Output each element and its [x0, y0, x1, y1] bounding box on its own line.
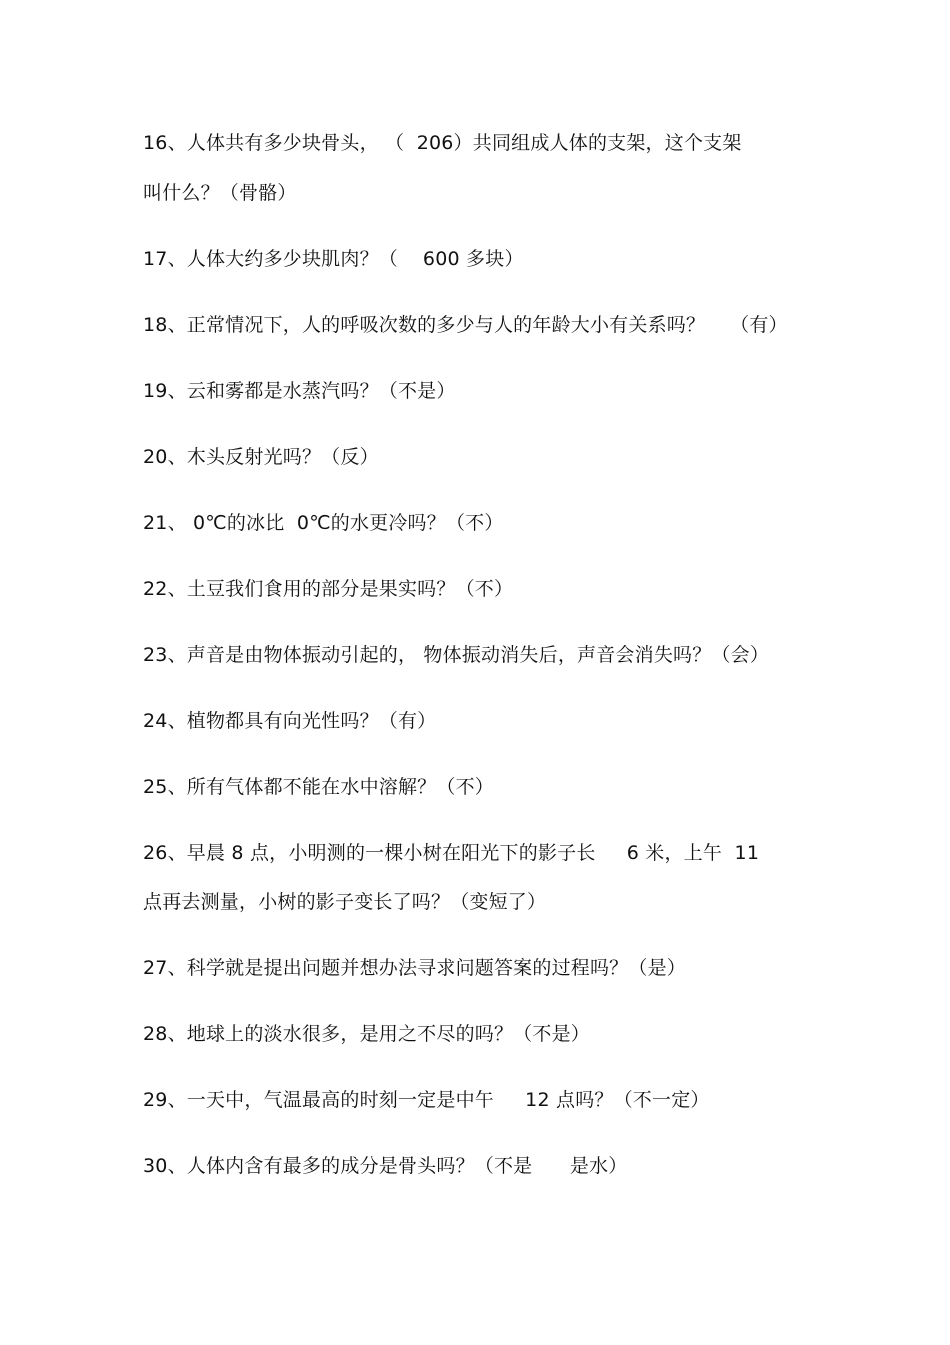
question-28: 28、地球上的淡水很多，是用之不尽的吗？（不是）: [143, 1023, 590, 1045]
question-19: 19、云和雾都是水蒸汽吗？（不是）: [143, 380, 456, 402]
question-22: 22、土豆我们食用的部分是果实吗？（不）: [143, 578, 514, 600]
question-16-line-2: 叫什么？（骨骼）: [143, 182, 297, 204]
question-26-line-2: 点再去测量，小树的影子变长了吗？（变短了）: [143, 891, 547, 913]
question-17: 17、人体大约多少块肌肉？（ 600 多块）: [143, 248, 524, 270]
question-16-line-1: 16、人体共有多少块骨头， （ 206）共同组成人体的支架，这个支架: [143, 132, 742, 154]
question-25: 25、所有气体都不能在水中溶解？（不）: [143, 776, 494, 798]
question-29: 29、一天中，气温最高的时刻一定是中午 12 点吗？（不一定）: [143, 1089, 710, 1111]
question-30: 30、人体内含有最多的成分是骨头吗？（不是 是水）: [143, 1155, 628, 1177]
question-23: 23、声音是由物体振动引起的， 物体振动消失后，声音会消失吗？（会）: [143, 644, 770, 666]
question-27: 27、科学就是提出问题并想办法寻求问题答案的过程吗？（是）: [143, 957, 686, 979]
question-24: 24、植物都具有向光性吗？（有）: [143, 710, 437, 732]
question-18: 18、正常情况下，人的呼吸次数的多少与人的年龄大小有关系吗？ （有）: [143, 314, 788, 336]
question-26-line-1: 26、早晨 8 点，小明测的一棵小树在阳光下的影子长 6 米，上午 11: [143, 842, 760, 864]
question-21: 21、 0℃的冰比 0℃的水更冷吗？（不）: [143, 512, 504, 534]
question-20: 20、木头反射光吗？（反）: [143, 446, 379, 468]
